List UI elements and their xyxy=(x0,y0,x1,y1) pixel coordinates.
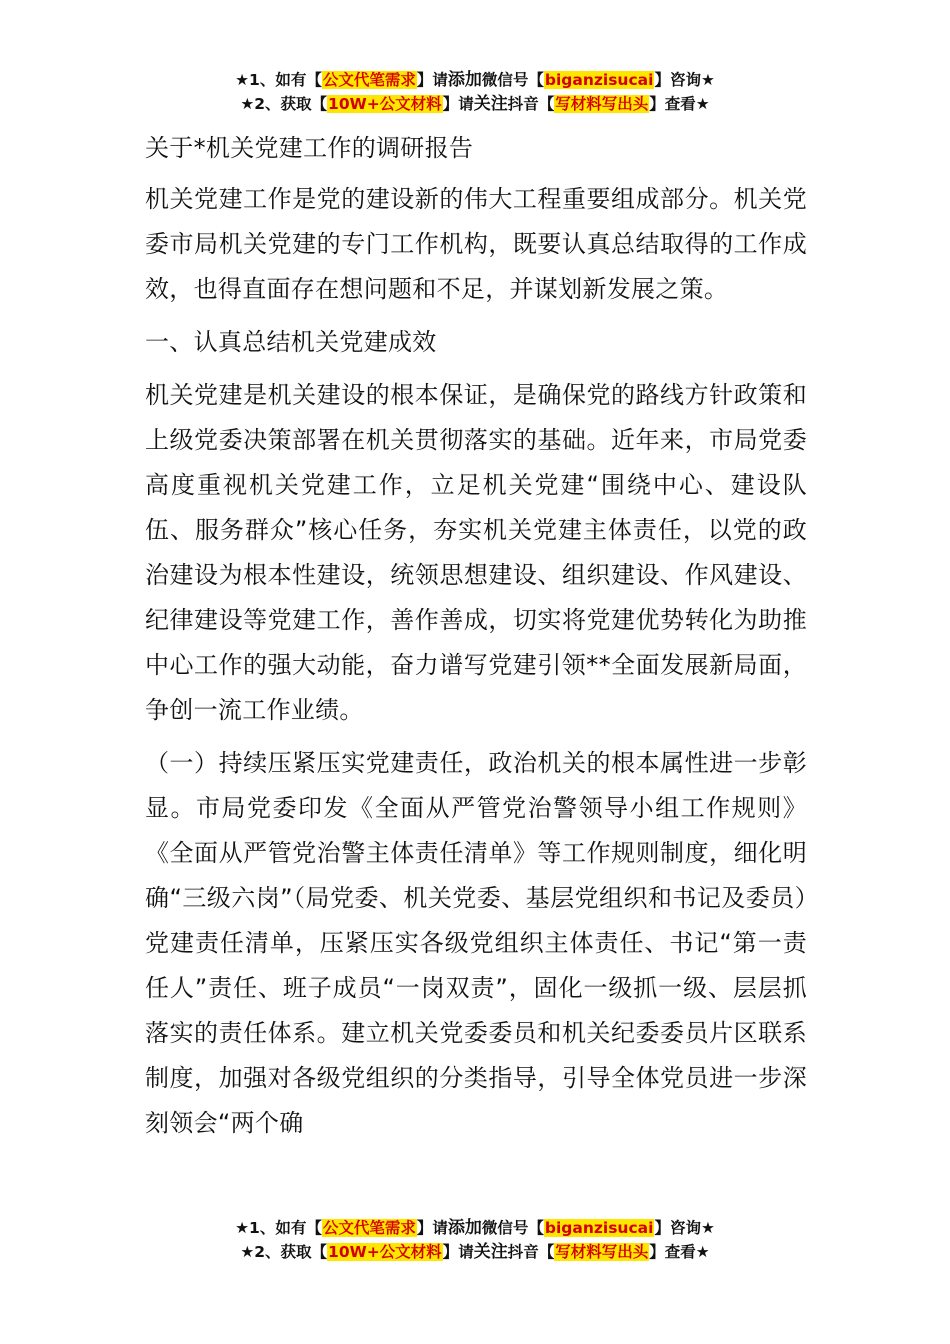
paragraph-overview: 机关党建是机关建设的根本保证，是确保党的路线方针政策和上级党委决策部署在机关贯彻落实的基础。近年来，市局党委高度重视机关党建工作，立足机关党建“围绕中心、建设队伍、服务群众”核心任务，夯实机关党建主体责任，以党的政治建设为根本性建设，统领思想建设、组织建设、作风建设、纪律建设等党建工作，善作善成，切实将党建优势转化为助推中心工作的强大动能，奋力谱写党建引领**全面发展新局面，争创一流工作业绩。 xyxy=(145,381,807,724)
banner-line-1 xyxy=(0,1216,950,1240)
banner-text: 】请 xyxy=(416,71,448,89)
banner-text: 微信号【 xyxy=(481,1219,544,1237)
highlight-douyin-account: 写材料写出头 xyxy=(555,1243,649,1261)
highlight-wechat-id: biganzisucai xyxy=(544,1219,654,1237)
banner-text: 】请 xyxy=(442,1243,474,1261)
paragraph-intro: 机关党建工作是党的建设新的伟大工程重要组成部分。机关党委市局机关党建的专门工作机构，既要认真总结取得的工作成效，也得直面存在想问题和不足，并谋划新发展之策。 xyxy=(145,185,807,303)
banner-text: 抖音【 xyxy=(507,1243,555,1261)
banner-line-2 xyxy=(0,1240,950,1264)
document-body xyxy=(145,126,807,1154)
banner-text: 】查看★ xyxy=(649,1243,710,1261)
banner-text: 】请 xyxy=(442,95,474,113)
banner-text: ★2、获取【 xyxy=(240,95,328,113)
banner-line-2 xyxy=(0,92,950,116)
header-banner xyxy=(0,68,950,116)
highlight-materials: 10W+公文材料 xyxy=(328,1243,442,1261)
banner-text: 】咨询★ xyxy=(654,1219,715,1237)
banner-emphasis: 添加 xyxy=(447,70,482,90)
highlight-service: 公文代笔需求 xyxy=(322,71,416,89)
banner-text: 】请 xyxy=(416,1219,448,1237)
banner-emphasis: 关注 xyxy=(473,94,508,114)
document-title: 关于*机关党建工作的调研报告 xyxy=(145,134,474,162)
section-heading: 一、认真总结机关党建成效 xyxy=(145,328,437,356)
banner-emphasis: 关注 xyxy=(473,1242,508,1262)
banner-text: ★1、如有【 xyxy=(235,71,322,89)
banner-text: 】咨询★ xyxy=(654,71,715,89)
banner-text: 】查看★ xyxy=(649,95,710,113)
banner-line-1 xyxy=(0,68,950,92)
highlight-materials: 10W+公文材料 xyxy=(328,95,442,113)
banner-text: 微信号【 xyxy=(481,71,544,89)
highlight-wechat-id: biganzisucai xyxy=(544,71,654,89)
banner-text: ★2、获取【 xyxy=(240,1243,328,1261)
banner-text: 抖音【 xyxy=(507,95,555,113)
paragraph-subsection-1: （一）持续压紧压实党建责任，政治机关的根本属性进一步彰显。市局党委印发《全面从严管党治警领导小组工作规则》《全面从严管党治警主体责任清单》等工作规则制度，细化明确“三级六岗”（局党委、机关党委、基层党组织和书记及委员）党建责任清单，压紧压实各级党组织主体责任、书记“第一责任人”责任、班子成员“一岗双责”，固化一级抓一级、层层抓落实的责任体系。建立机关党委委员和机关纪委委员片区联系制度，加强对各级党组织的分类指导，引导全体党员进一步深刻领会“两个确 xyxy=(145,749,807,1137)
banner-text: ★1、如有【 xyxy=(235,1219,322,1237)
highlight-douyin-account: 写材料写出头 xyxy=(555,95,649,113)
banner-emphasis: 添加 xyxy=(447,1218,482,1238)
highlight-service: 公文代笔需求 xyxy=(322,1219,416,1237)
footer-banner xyxy=(0,1216,950,1264)
